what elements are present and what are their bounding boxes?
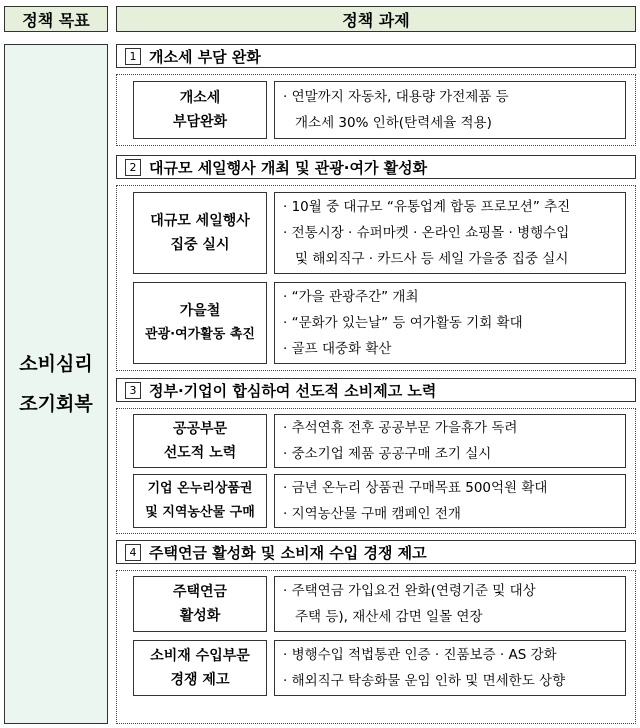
detail-line: · “문화가 있는날” 등 여가활동 기회 확대 <box>283 315 523 331</box>
section-2-item-2-details <box>274 282 626 364</box>
section-2-item-2-label <box>133 282 267 364</box>
section-4-item-2-details <box>274 640 626 696</box>
section-3-item-2-details <box>274 474 626 528</box>
detail-line: · 지역농산물 구매 캠페인 전개 <box>283 506 461 522</box>
section-3-item-1-details <box>274 414 626 468</box>
section-1-number: 1 <box>125 48 141 65</box>
label-line: 주택연금 <box>172 584 228 600</box>
label-line: 부담완화 <box>172 114 228 130</box>
detail-line: · 골프 대중화 확산 <box>283 341 392 357</box>
label-line: 소비재 수입부문 <box>150 648 250 664</box>
detail-line: · 주택연금 가입요건 완화(연령기준 및 대상 <box>283 583 536 599</box>
policy-task-header-label: 정책 과제 <box>342 10 410 30</box>
section-1-item-1-details <box>274 81 626 139</box>
label-line: 활성화 <box>179 608 221 624</box>
section-3-item-2-label <box>133 474 267 528</box>
detail-line: · 추석연휴 전후 공공부문 가을휴가 독려 <box>283 420 518 436</box>
detail-line: · 10월 중 대규모 “유통업계 합동 프로모션” 추진 <box>283 199 571 215</box>
section-4-title-text: 주택연금 활성화 및 소비재 수입 경쟁 제고 <box>149 543 427 562</box>
policy-goal-header <box>4 6 108 32</box>
section-1-title <box>116 44 636 68</box>
detail-line: 개소세 30% 인하(탄력세율 적용) <box>295 115 492 131</box>
label-line: 선도적 노력 <box>163 445 237 461</box>
section-2-title <box>116 155 636 179</box>
section-4-title <box>116 540 636 564</box>
detail-line: 주택 등), 재산세 감면 일몰 연장 <box>295 609 483 625</box>
section-3-number: 3 <box>125 382 141 399</box>
policy-task-header <box>116 6 636 32</box>
section-4-item-1-details <box>274 576 626 632</box>
detail-line: 및 해외직구 · 카드사 등 세일 가을중 집중 실시 <box>295 251 569 267</box>
section-3-title-text: 정부·기업이 합심하여 선도적 소비제고 노력 <box>149 381 437 400</box>
label-line: 경쟁 제고 <box>170 672 230 688</box>
section-4-item-1-label <box>133 576 267 632</box>
label-line: 가을철 <box>179 303 221 319</box>
section-3-title <box>116 378 636 402</box>
policy-goal-header-label: 정책 목표 <box>22 10 90 30</box>
goal-line-1: 소비심리 <box>19 353 93 375</box>
label-line: 및 지역농산물 구매 <box>145 505 255 520</box>
section-3-item-1-label <box>133 414 267 468</box>
section-2-item-1-label <box>133 192 267 274</box>
detail-line: · 해외직구 탁송화물 운임 인하 및 면세한도 상향 <box>283 673 566 689</box>
policy-goal-box <box>4 44 108 724</box>
detail-line: · 금년 온누리 상품권 구매목표 500억원 확대 <box>283 480 548 496</box>
section-1-item-1-label <box>133 81 267 139</box>
detail-line: · “가을 관광주간” 개최 <box>283 289 419 305</box>
label-line: 공공부문 <box>172 421 228 437</box>
label-line: 개소세 <box>179 90 221 106</box>
label-line: 관광·여가활동 촉진 <box>145 327 255 342</box>
section-4-item-2-label <box>133 640 267 696</box>
goal-line-2: 조기회복 <box>19 393 93 415</box>
section-4-number: 4 <box>125 544 141 561</box>
detail-line: · 병행수입 적법통관 인증 · 진품보증 · AS 강화 <box>283 647 557 663</box>
detail-line: · 연말까지 자동차, 대용량 가전제품 등 <box>283 89 509 105</box>
section-1-title-text: 개소세 부담 완화 <box>149 47 261 66</box>
section-2-number: 2 <box>125 159 141 176</box>
label-line: 집중 실시 <box>170 237 230 253</box>
label-line: 대규모 세일행사 <box>150 213 250 229</box>
section-2-title-text: 대규모 세일행사 개최 및 관광·여가 활성화 <box>149 158 428 177</box>
label-line: 기업 온누리상품권 <box>147 481 253 496</box>
detail-line: · 중소기업 제품 공공구매 조기 실시 <box>283 446 492 462</box>
detail-line: · 전통시장 · 슈퍼마켓 · 온라인 쇼핑몰 · 병행수입 <box>283 225 570 241</box>
section-2-item-1-details <box>274 192 626 274</box>
